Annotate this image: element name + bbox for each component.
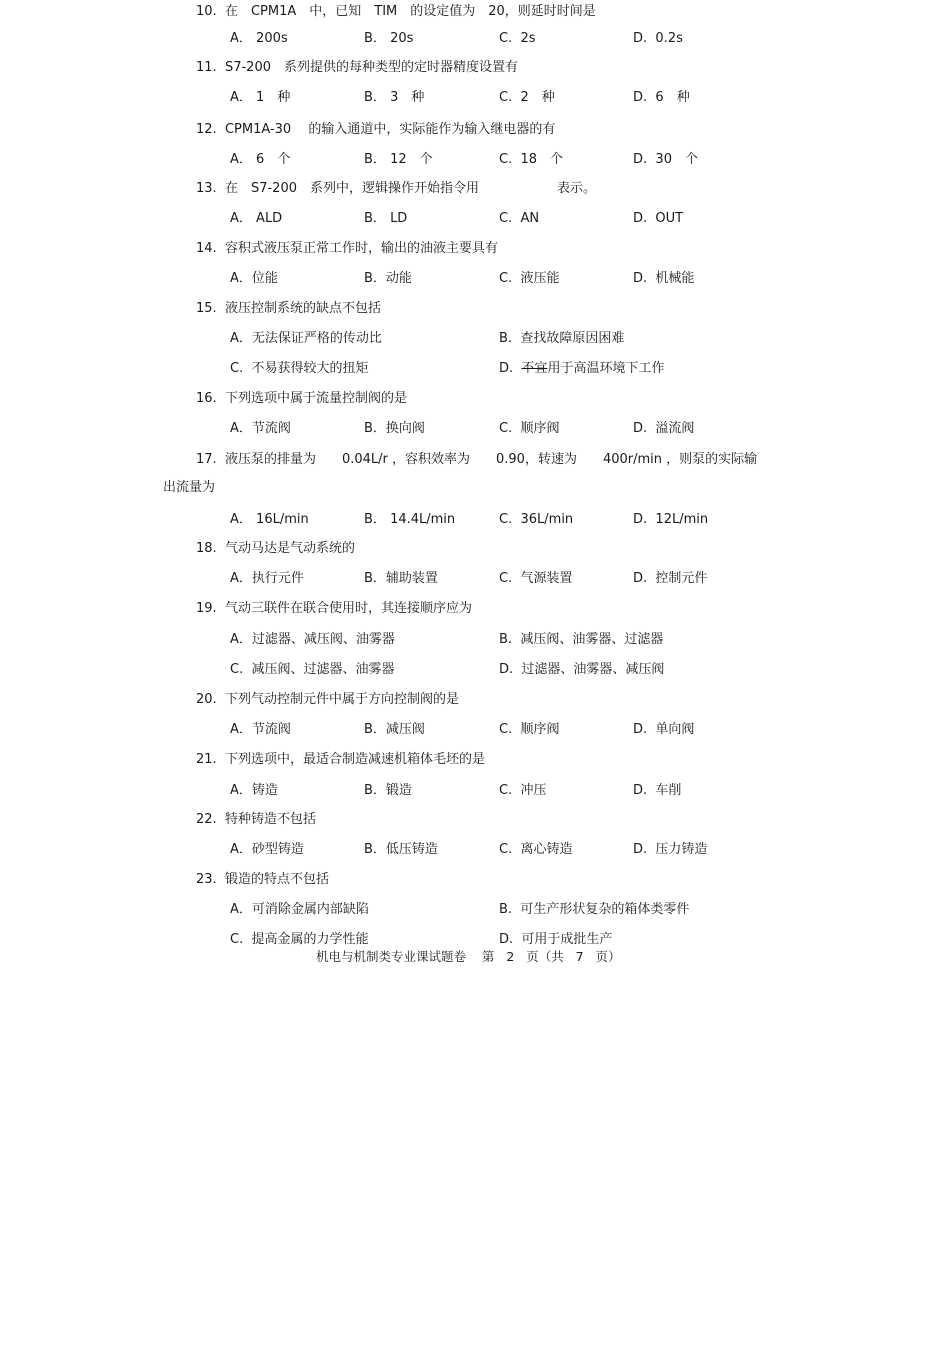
q16-option-c: C. 顺序阀 [499, 421, 560, 436]
question-14: 14. 容积式液压泵正常工作时，输出的油液主要具有 [196, 241, 498, 256]
q13-option-c: C. AN [499, 211, 540, 226]
q19-option-d: D. 过滤器、油雾器、减压阀 [499, 662, 665, 677]
question-15: 15. 液压控制系统的缺点不包括 [196, 301, 381, 316]
q23-option-a: A．可消除金属内部缺陷 [230, 902, 369, 917]
q23-option-d: D. 可用于成批生产 [499, 932, 613, 947]
q14-option-c: C. 液压能 [499, 271, 560, 286]
q13-option-a: A． ALD [230, 211, 283, 226]
page-footer: 机电与机制类专业课试题卷 第 2 页（共 7 页） [316, 949, 621, 964]
q17-option-d: D. 12L/min [633, 512, 709, 527]
q22-option-d: D. 压力铸造 [633, 842, 708, 857]
question-10: 10. 在 CPM1A 中，已知 TIM 的设定值为 20，则延时时间是 [196, 4, 596, 19]
page-number: 2 [506, 949, 515, 964]
question-13: 13. 在 S7-200 系列中，逻辑操作开始指令用 表示。 [196, 181, 596, 196]
q11-option-a: A． 1 种 [230, 90, 291, 105]
q23-option-b: B. 可生产形状复杂的箱体类零件 [499, 902, 690, 917]
q22-option-c: C. 离心铸造 [499, 842, 573, 857]
q17-option-b: B． 14.4L/min [364, 512, 456, 527]
footer-title: 机电与机制类专业课试题卷 [316, 949, 467, 964]
question-23: 23. 锻造的特点不包括 [196, 872, 329, 887]
q17-option-c: C. 36L/min [499, 512, 574, 527]
question-22: 22. 特种铸造不包括 [196, 812, 316, 827]
q16-option-b: B．换向阀 [364, 421, 425, 436]
question-19: 19. 气动三联件在联合使用时，其连接顺序应为 [196, 601, 472, 616]
q20-option-a: A．节流阀 [230, 722, 291, 737]
q13-option-d: D. OUT [633, 211, 684, 226]
q21-option-d: D. 车削 [633, 783, 682, 798]
q15-option-b: B. 查找故障原因困难 [499, 331, 625, 346]
q16-option-a: A．节流阀 [230, 421, 291, 436]
question-16: 16. 下列选项中属于流量控制阀的是 [196, 391, 407, 406]
q19-option-b: B. 减压阀、油雾器、过滤器 [499, 632, 664, 647]
q21-option-b: B．锻造 [364, 783, 412, 798]
q14-option-b: B．动能 [364, 271, 412, 286]
q18-option-a: A．执行元件 [230, 571, 304, 586]
q22-option-a: A．砂型铸造 [230, 842, 304, 857]
page-total: 7 [575, 949, 584, 964]
q12-option-d: D. 30 个 [633, 152, 698, 167]
q19-option-c: C. 减压阀、过滤器、油雾器 [230, 662, 395, 677]
q14-option-a: A．位能 [230, 271, 278, 286]
question-11: 11. S7-200 系列提供的每种类型的定时器精度设置有 [196, 60, 518, 75]
q18-option-c: C. 气源装置 [499, 571, 573, 586]
question-20: 20. 下列气动控制元件中属于方向控制阀的是 [196, 692, 459, 707]
q11-option-c: C. 2 种 [499, 90, 555, 105]
q15-option-a: A．无法保证严格的传动比 [230, 331, 382, 346]
q13-option-b: B． LD [364, 211, 408, 226]
question-17: 17. 液压泵的排量为 0.04L/r ，容积效率为 0.90，转速为 400r/min ，则泵的实际输 [196, 452, 758, 467]
question-12: 12. CPM1A-30 的输入通道中，实际能作为输入继电器的有 [196, 122, 556, 137]
q12-option-b: B． 12 个 [364, 152, 433, 167]
q19-option-a: A．过滤器、减压阀、油雾器 [230, 632, 395, 647]
struck-text: 不宜 [521, 361, 548, 376]
q15-option-d: D. 不宜用于高温环境下工作 [499, 361, 665, 376]
q11-option-b: B． 3 种 [364, 90, 425, 105]
q15-option-c: C. 不易获得较大的扭矩 [230, 361, 369, 376]
q23-option-c: C. 提高金属的力学性能 [230, 932, 369, 947]
q10-option-b: B． 20s [364, 31, 414, 46]
question-21: 21. 下列选项中，最适合制造减速机箱体毛坯的是 [196, 752, 485, 767]
q20-option-b: B．减压阀 [364, 722, 425, 737]
question-18: 18. 气动马达是气动系统的 [196, 541, 355, 556]
q16-option-d: D. 溢流阀 [633, 421, 695, 436]
q11-option-d: D. 6 种 [633, 90, 690, 105]
q20-option-d: D. 单向阀 [633, 722, 695, 737]
q10-option-d: D. 0.2s [633, 31, 683, 46]
q10-option-a: A． 200s [230, 31, 288, 46]
q18-option-b: B．辅助装置 [364, 571, 438, 586]
q20-option-c: C. 顺序阀 [499, 722, 560, 737]
q21-option-a: A．铸造 [230, 783, 278, 798]
q12-option-a: A． 6 个 [230, 152, 291, 167]
q22-option-b: B．低压铸造 [364, 842, 438, 857]
question-17-continuation: 出流量为 [163, 480, 216, 495]
q10-option-c: C. 2s [499, 31, 536, 46]
q18-option-d: D. 控制元件 [633, 571, 708, 586]
q12-option-c: C. 18 个 [499, 152, 564, 167]
q14-option-d: D. 机械能 [633, 271, 695, 286]
q21-option-c: C. 冲压 [499, 783, 547, 798]
q17-option-a: A． 16L/min [230, 512, 309, 527]
